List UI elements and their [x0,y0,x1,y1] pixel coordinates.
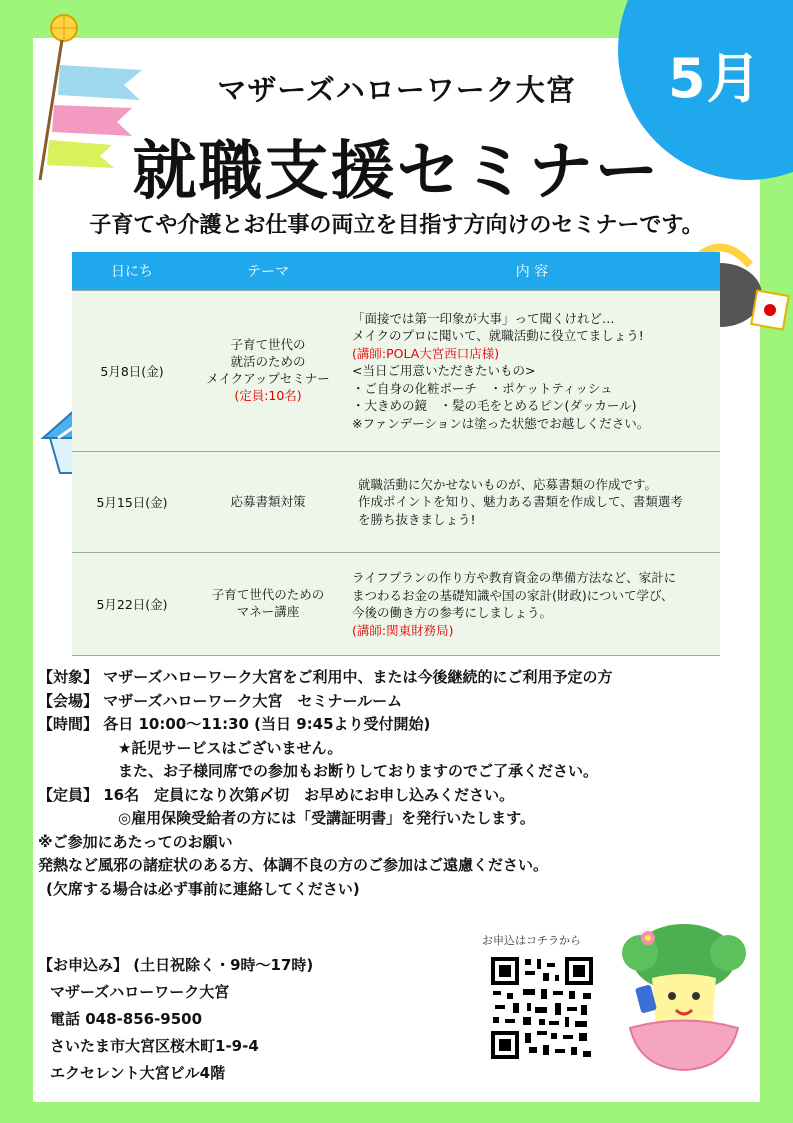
info-request-heading: ※ご参加にあたってのお願い [38,832,233,851]
content-line: ・ご自身の化粧ポーチ ・ポケットティッシュ [352,380,613,396]
apply-office-name: マザーズハローワーク大宮 [50,983,230,1001]
theme-capacity-note: (定員:10名) [234,387,302,403]
page-title: 就職支援セミナー [132,135,661,209]
session-theme [192,553,344,656]
content-line: ※ファンデーションは塗った状態でお越しください。 [352,415,650,431]
session-date: 5月22日(金) [72,553,192,656]
info-capacity: 【定員】 16名 定員になり次第〆切 お早めにお申し込みください。 [38,785,515,804]
application-contact [38,952,313,1087]
seminar-info [38,666,758,901]
session-content [344,452,720,553]
info-venue: 【会場】 マザーズハローワーク大宮 セミナールーム [38,691,403,710]
header-content: 内 容 [344,252,720,291]
content-line: メイクのプロに聞いて、就職活動に役立てましょう! [352,328,644,344]
table-row [72,291,720,452]
apply-phone: 電話 048-856-9500 [50,1010,203,1028]
session-theme [192,291,344,452]
organization-name: マザーズハローワーク大宮 [217,73,576,107]
info-time: 【時間】 各日 10:00～11:30 (当日 9:45より受付開始) [38,715,431,733]
session-theme [192,452,344,553]
content-line: まつわるお金の基礎知識や国の家計(財政)について学び、 [352,587,674,603]
theme-line: 子育て世代の [230,337,306,353]
page-subtitle: 子育てや介護とお仕事の両立を目指す方向けのセミナーです。 [89,213,704,238]
schedule-header-row [72,252,720,291]
content-line: ライフプランの作り方や教育資金の準備方法など、家計に [352,570,677,585]
content-instructor: (講師:関東財務局) [352,622,454,638]
schedule-table [72,252,720,656]
table-row [72,452,720,553]
apply-building: エクセレント大宮ビル4階 [50,1064,226,1082]
header-date: 日にち [72,252,192,291]
month-label: 5月 [668,47,762,110]
content-line: ・大きめの鏡 ・髪の毛をとめるピン(ダッカール) [352,398,637,414]
theme-line: 応募書類対策 [230,493,306,509]
table-row [72,553,720,656]
content-line: 今後の働き方の参考にしましょう。 [352,605,553,620]
content-line: 「面接では第一印象が大事」って聞くけれど… [352,310,615,326]
session-date: 5月15日(金) [72,452,192,553]
apply-heading: 【お申込み】 (土日祝除く・9時～17時) [38,956,314,974]
session-content [344,553,720,656]
qr-code-icon[interactable] [489,955,595,1061]
info-absence-note: (欠席する場合は必ず事前に連絡してください) [46,879,360,898]
theme-line: マネー講座 [236,604,300,619]
info-target: 【対象】 マザーズハローワーク大宮をご利用中、または今後継続的にご利用予定の方 [38,668,613,686]
info-request-text: 発熱など風邪の諸症状のある方、体調不良の方のご参加はご遠慮ください。 [38,856,549,874]
mascot-character-icon [618,918,750,1078]
content-instructor: (講師:POLA大宮西口店様) [352,345,500,361]
content-line: を勝ち抜きましょう! [358,511,476,527]
info-children-note: また、お子様同席での参加もお断りしておりますのでご了承ください。 [118,762,599,780]
info-childcare: ★託児サービスはございません。 [118,738,343,757]
header-theme: テーマ [192,252,344,291]
content-line: <当日ご用意いただきたいもの> [352,363,536,379]
info-certificate: ◎雇用保険受給者の方には「受講証明書」を発行いたします。 [118,809,535,827]
session-content [344,291,720,452]
session-date: 5月8日(金) [72,291,192,452]
theme-line: メイクアップセミナー [206,371,330,386]
qr-label: お申込はコチラから [482,934,581,947]
apply-address: さいたま市大宮区桜木町1-9-4 [50,1037,259,1055]
theme-line: 子育て世代のための [211,587,325,603]
content-line: 作成ポイントを知り、魅力ある書類を作成して、書類選考 [358,494,683,510]
theme-line: 就活のための [230,354,306,370]
content-line: 就職活動に欠かせないものが、応募書類の作成です。 [358,476,658,492]
